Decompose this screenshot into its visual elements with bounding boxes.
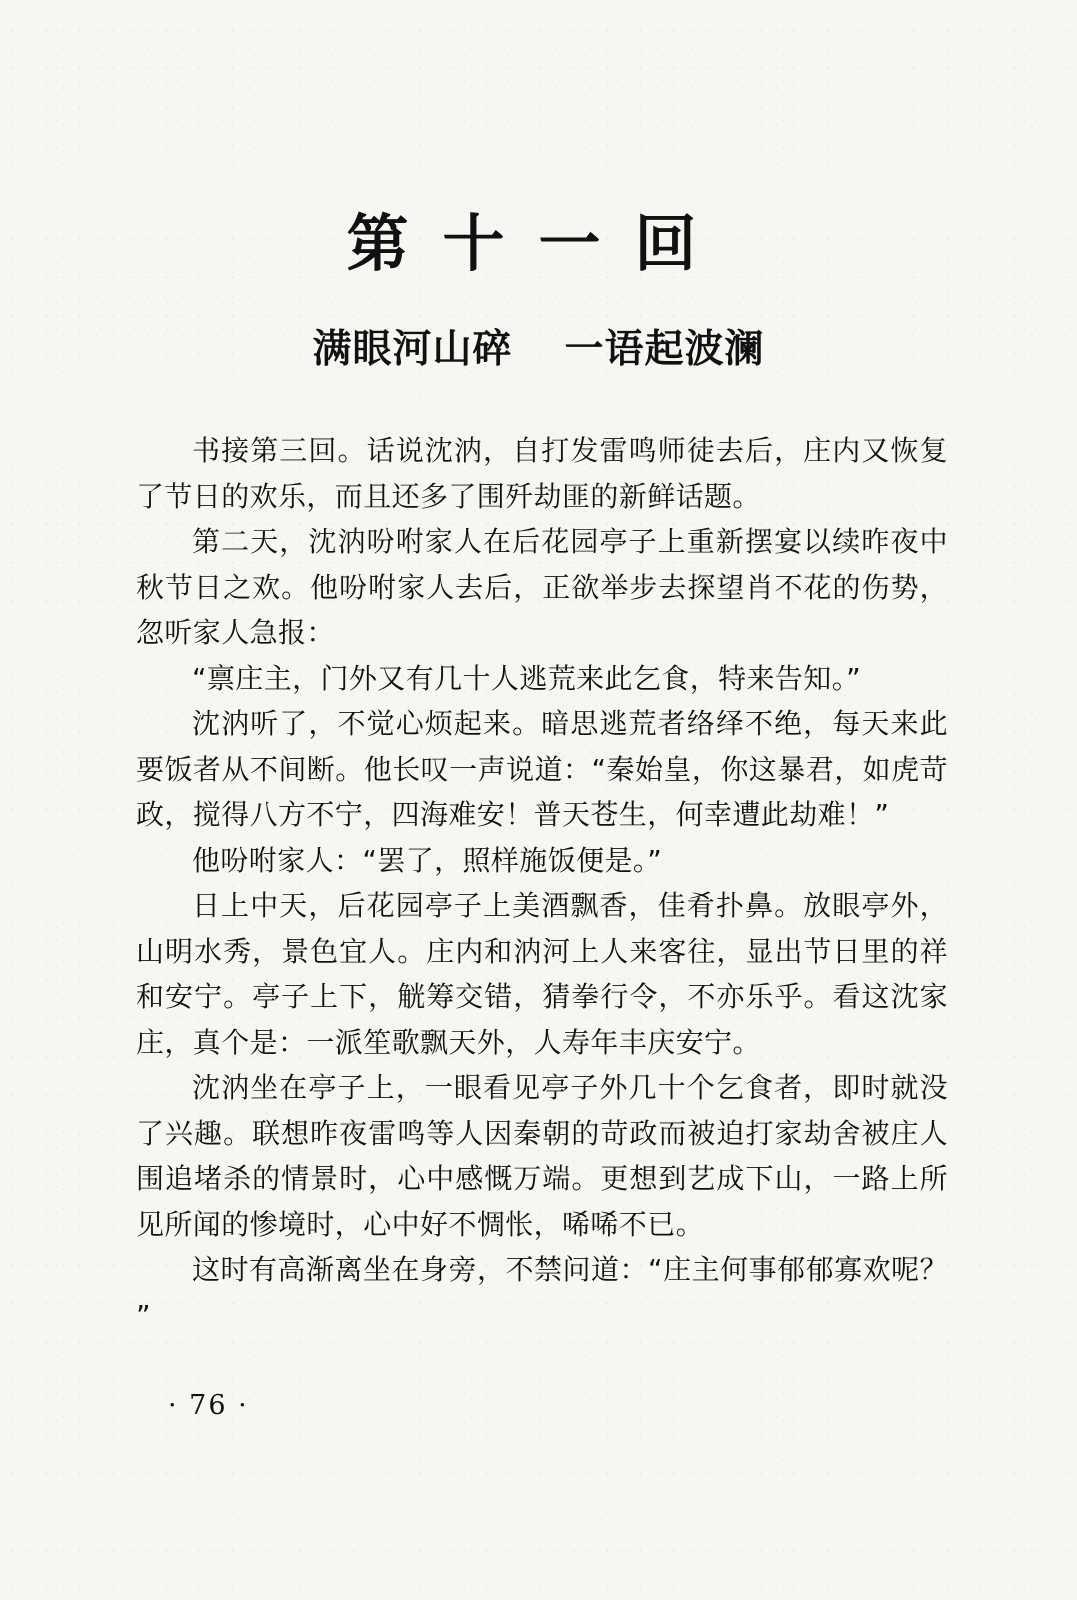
- paragraph-8: 这时有高渐离坐在身旁，不禁问道：“庄主何事郁郁寡欢呢？”: [136, 1253, 948, 1332]
- subtitle-left: 满眼河山碎: [312, 327, 513, 372]
- chapter-subtitle: [0, 325, 1077, 375]
- paragraph-5: 他吩咐家人：“罢了，照样施饭便是。”: [192, 843, 663, 877]
- paragraph-2: 第二天，沈汭吩咐家人在后花园亭子上重新摆宴以续昨夜中秋节日之欢。他吩咐家人去后，正欲举步去探望肖不花的伤势，忽听家人急报：: [136, 525, 948, 649]
- chapter-title: 第十一回: [346, 207, 731, 280]
- paragraph-4: 沈汭听了，不觉心烦起来。暗思逃荒者络绎不绝，每天来此要饭者从不间断。他长叹一声说道：“秦始皇，你这暴君，如虎苛政，搅得八方不宁，四海难安！普天苍生，何幸遭此劫难！”: [136, 707, 948, 831]
- paragraph-6: 日上中天，后花园亭子上美酒飘香，佳肴扑鼻。放眼亭外，山明水秀，景色宜人。庄内和汭河上人来客往，显出节日里的祥和安宁。亭子上下，觥筹交错，猜拳行令，不亦乐乎。看这沈家庄，真个是：一派笙歌飘天外，人寿年丰庆安宁。: [136, 889, 948, 1059]
- paragraph-1: 书接第三回。话说沈汭，自打发雷鸣师徒去后，庄内又恢复了节日的欢乐，而且还多了围歼劫匪的新鲜话题。: [136, 434, 948, 513]
- paragraph-7: 沈汭坐在亭子上，一眼看见亭子外几十个乞食者，即时就没了兴趣。联想昨夜雷鸣等人因秦朝的苛政而被迫打家劫舍被庄人围追堵杀的情景时，心中感慨万端。更想到艺成下山，一路上所见所闻的惨境时，心中好不惆怅，唏唏不已。: [136, 1071, 948, 1241]
- body-text: [136, 428, 948, 1338]
- subtitle-right: 一语起波澜: [564, 327, 765, 372]
- paragraph-3: “禀庄主，门外又有几十人逃荒来此乞食，特来告知。”: [192, 661, 862, 695]
- page-number: · 76 ·: [168, 1390, 249, 1421]
